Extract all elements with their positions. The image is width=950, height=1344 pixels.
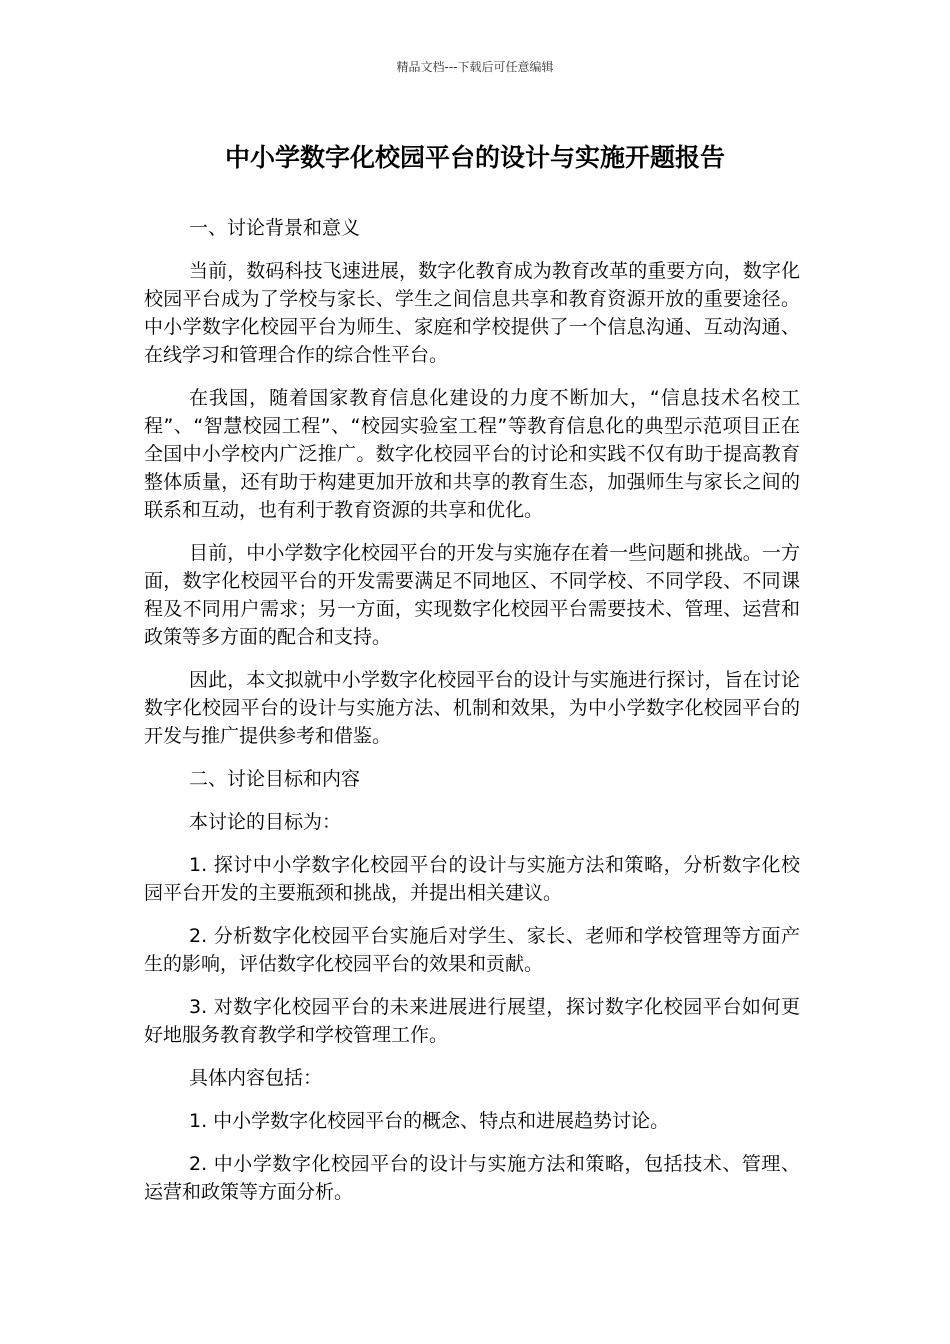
list-item: 1. 中小学数字化校园平台的概念、特点和进展趋势讨论。 <box>189 1110 670 1132</box>
paragraph: 本讨论的目标为： <box>189 811 342 833</box>
section-heading-background: 一、讨论背景和意义 <box>189 217 361 239</box>
list-item: 3. 对数字化校园平台的未来进展进行展望，探讨数字化校园平台如何更好地服务教育教学和学校管理工作。 <box>144 996 800 1046</box>
paragraph: 目前，中小学数字化校园平台的开发与实施存在着一些问题和挑战。一方面，数字化校园平台的开发需要满足不同地区、不同学校、不同学段、不同课程及不同用户需求；另一方面，实现数字化校园平台需要技术、管理、运营和政策等多方面的配合和支持。 <box>144 542 800 648</box>
list-item: 2. 中小学数字化校园平台的设计与实施方法和策略，包括技术、管理、运营和政策等方面分析。 <box>144 1153 800 1203</box>
list-item: 2. 分析数字化校园平台实施后对学生、家长、老师和学校管理等方面产生的影响，评估数字化校园平台的效果和贡献。 <box>144 925 800 975</box>
document-body <box>144 214 800 1221</box>
paragraph: 当前，数码科技飞速进展，数字化教育成为教育改革的重要方向，数字化校园平台成为了学校与家长、学生之间信息共享和教育资源开放的重要途径。中小学数字化校园平台为师生、家庭和学校提供了一个信息沟通、互动沟通、在线学习和管理合作的综合性平台。 <box>144 260 800 366</box>
document-title: 中小学数字化校园平台的设计与实施开题报告 <box>224 143 725 172</box>
paragraph: 具体内容包括： <box>189 1067 323 1089</box>
paragraph: 因此，本文拟就中小学数字化校园平台的设计与实施进行探讨，旨在讨论数字化校园平台的设计与实施方法、机制和效果，为中小学数字化校园平台的开发与推广提供参考和借鉴。 <box>144 669 800 747</box>
list-item: 1. 探讨中小学数字化校园平台的设计与实施方法和策略，分析数字化校园平台开发的主要瓶颈和挑战，并提出相关建议。 <box>144 854 800 904</box>
page-header-note: 精品文档---下载后可任意编辑 <box>396 60 554 74</box>
paragraph: 在我国，随着国家教育信息化建设的力度不断加大，“信息技术名校工程”、“智慧校园工程”、“校园实验室工程”等教育信息化的典型示范项目正在全国中小学校内广泛推广。数字化校园平台的讨论和实践不仅有助于提高教育整体质量，还有助于构建更加开放和共享的教育生态，加强师生与家长之间的联系和互动，也有利于教育资源的共享和优化。 <box>144 387 800 521</box>
section-heading-goals: 二、讨论目标和内容 <box>189 768 361 790</box>
